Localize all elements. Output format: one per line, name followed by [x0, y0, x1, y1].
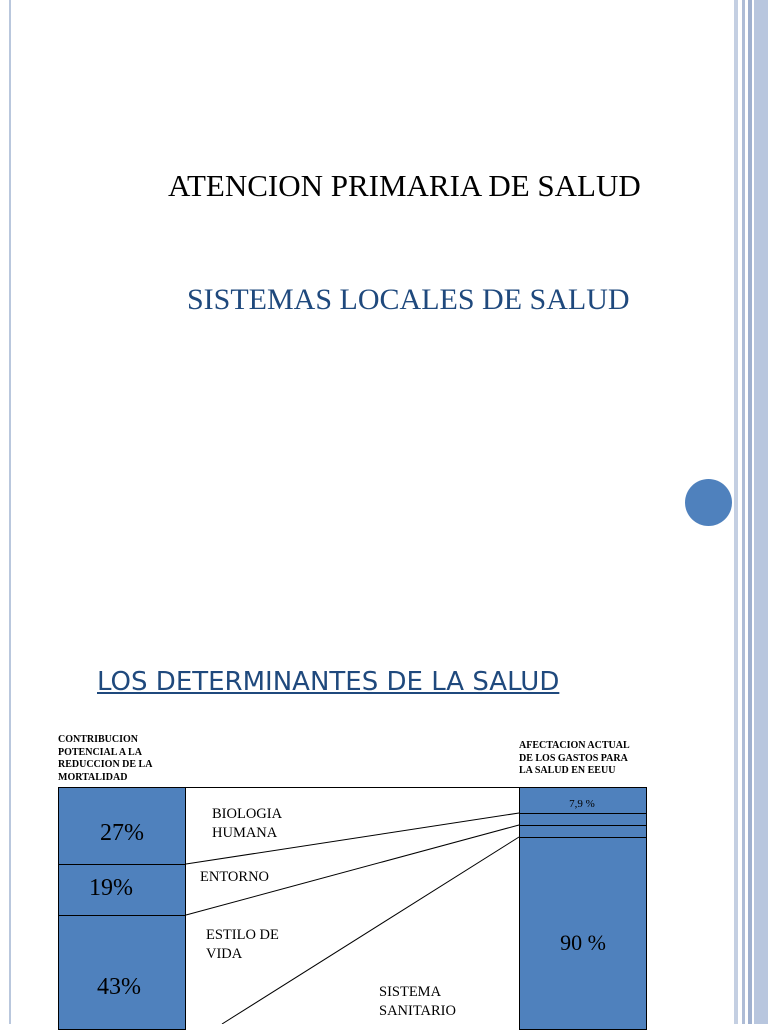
section-title: LOS DETERMINANTES DE LA SALUD — [97, 667, 560, 697]
left-value-43: 43% — [97, 974, 141, 1000]
left-value-19: 19% — [89, 875, 133, 901]
label-line: VIDA — [206, 946, 243, 962]
header-line: POTENCIAL A LA — [58, 746, 142, 758]
label-biologia-humana — [212, 805, 282, 843]
right-value-small: 7,9 % — [569, 798, 595, 810]
left-value-27: 27% — [100, 820, 144, 846]
header-line: LA SALUD EN EEUU — [519, 765, 616, 776]
header-line: MORTALIDAD — [58, 771, 128, 783]
label-sistema-sanitario — [379, 983, 456, 1021]
slide-subtitle: SISTEMAS LOCALES DE SALUD — [187, 283, 630, 316]
right-value-large: 90 % — [560, 930, 606, 955]
header-line: AFECTACION ACTUAL — [519, 740, 630, 751]
slide-title: ATENCION PRIMARIA DE SALUD — [168, 168, 641, 203]
label-entorno: ENTORNO — [200, 869, 270, 885]
header-line: CONTRIBUCION — [58, 734, 139, 745]
label-line: BIOLOGIA — [212, 806, 283, 822]
header-line: REDUCCION DE LA — [58, 759, 153, 770]
label-estilo-de-vida — [206, 926, 279, 964]
label-line: SANITARIO — [379, 1003, 456, 1019]
label-line: HUMANA — [212, 825, 278, 841]
label-line: SISTEMA — [379, 984, 442, 1000]
header-line: DE LOS GASTOS PARA — [519, 752, 628, 764]
label-line: ESTILO DE — [206, 927, 279, 943]
